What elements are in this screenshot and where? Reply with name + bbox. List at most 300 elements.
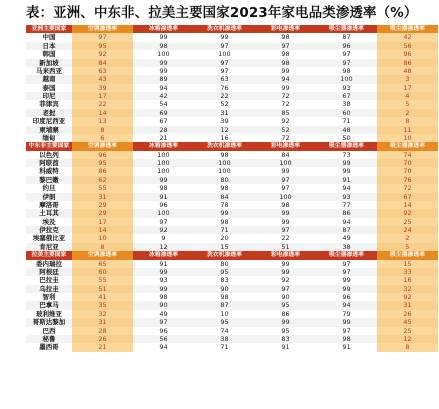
country-name: 伊朗 — [42, 192, 56, 201]
country-name: 中国 — [42, 33, 56, 42]
country-name: 日本 — [42, 41, 56, 50]
value-cell: 65 — [72, 260, 133, 268]
column-header: 洗衣机渗透率 — [207, 26, 242, 32]
value-cell: 97 — [342, 58, 351, 67]
value-cell: 8 — [72, 126, 133, 134]
table-row — [26, 209, 438, 217]
value-cell: 96 — [159, 326, 168, 335]
value-cell: 74 — [220, 326, 229, 335]
value-cell: 97 — [281, 284, 290, 293]
value-cell: 41 — [72, 293, 133, 301]
table-row — [26, 343, 438, 351]
value-cell: 73 — [342, 150, 351, 159]
value-cell: 31 — [220, 108, 229, 117]
value-cell: 92 — [159, 226, 168, 234]
table-row — [26, 285, 438, 293]
value-cell: 99 — [159, 58, 168, 67]
table-row — [26, 276, 438, 284]
country-name: 墨西哥 — [39, 343, 59, 352]
value-cell: 96 — [377, 50, 438, 58]
table-row — [26, 33, 438, 41]
value-cell: 10 — [72, 234, 133, 242]
value-cell: 95 — [72, 42, 133, 50]
country-name: 马来西亚 — [36, 66, 62, 75]
section-header-row — [26, 251, 438, 259]
value-cell: 92 — [377, 293, 438, 301]
value-cell: 71 — [220, 343, 229, 352]
value-cell: 22 — [281, 234, 290, 243]
value-cell: 8 — [377, 343, 438, 351]
value-cell: 100 — [157, 159, 170, 167]
value-cell: 8 — [377, 117, 438, 125]
value-cell: 94 — [342, 184, 351, 193]
value-cell: 24 — [377, 226, 438, 234]
column-header: 冰箱渗透率 — [149, 252, 178, 259]
value-cell: 97 — [281, 175, 290, 184]
value-cell: 28 — [159, 125, 168, 134]
column-header: 空调渗透率 — [72, 25, 133, 33]
value-cell: 89 — [159, 75, 168, 84]
value-cell: 98 — [220, 150, 229, 159]
value-cell: 54 — [159, 100, 168, 109]
value-cell: 98 — [159, 41, 168, 50]
value-cell: 32 — [377, 285, 438, 293]
country-name: 埃塞俄比亚 — [32, 234, 66, 243]
value-cell: 60 — [72, 268, 133, 276]
value-cell: 74 — [377, 151, 438, 159]
table-row — [26, 159, 438, 167]
country-name: 埃及 — [42, 217, 56, 226]
column-header: 吸尘器渗透率 — [377, 251, 438, 259]
value-cell: 84 — [220, 192, 229, 201]
table-row — [26, 151, 438, 159]
value-cell: 55 — [72, 276, 133, 284]
value-cell: 99 — [159, 175, 168, 184]
value-cell: 97 — [342, 267, 351, 276]
value-cell: 98 — [281, 33, 290, 42]
value-cell: 97 — [72, 33, 133, 41]
column-header: 吸尘器渗透率 — [329, 143, 364, 150]
section-title: 拉美主要国家 — [31, 252, 67, 259]
value-cell: 97 — [281, 41, 290, 50]
value-cell: 67 — [377, 193, 438, 201]
table-row — [26, 218, 438, 226]
value-cell: 87 — [342, 33, 351, 42]
value-cell: 14 — [377, 201, 438, 209]
value-cell: 99 — [281, 209, 290, 218]
column-header: 冰箱渗透率 — [149, 143, 178, 150]
table-row — [26, 167, 438, 175]
value-cell: 93 — [159, 276, 168, 285]
country-name: 以色列 — [39, 150, 59, 159]
value-cell: 22 — [72, 100, 133, 108]
value-cell: 100 — [218, 167, 231, 176]
country-name: 土耳其 — [39, 209, 59, 218]
value-cell: 99 — [220, 33, 229, 42]
value-cell: 62 — [72, 176, 133, 184]
table-row — [26, 134, 438, 142]
value-cell: 97 — [281, 226, 290, 234]
value-cell: 5 — [377, 100, 438, 108]
value-cell: 17 — [377, 84, 438, 92]
value-cell: 92 — [281, 276, 290, 285]
country-name: 乌拉圭 — [39, 284, 59, 293]
table-row — [26, 201, 438, 209]
value-cell: 14 — [72, 226, 133, 234]
value-cell: 100 — [279, 192, 292, 201]
section-header-row — [26, 142, 438, 150]
table-row — [26, 243, 438, 251]
value-cell: 84 — [281, 150, 290, 159]
value-cell: 38 — [342, 242, 351, 251]
value-cell: 17 — [72, 92, 133, 100]
value-cell: 98 — [342, 66, 351, 75]
value-cell: 48 — [377, 67, 438, 75]
value-cell: 99 — [281, 267, 290, 276]
value-cell: 70 — [377, 167, 438, 175]
value-cell: 56 — [377, 42, 438, 50]
value-cell: 80 — [220, 259, 229, 268]
value-cell: 43 — [72, 75, 133, 83]
value-cell: 52 — [281, 125, 290, 134]
value-cell: 98 — [281, 50, 290, 59]
value-cell: 63 — [220, 75, 229, 84]
country-name: 泰国 — [42, 83, 56, 92]
column-header: 彩电渗透率 — [271, 143, 300, 150]
value-cell: 91 — [342, 175, 351, 184]
value-cell: 95 — [220, 318, 229, 327]
table-row — [26, 293, 438, 301]
table-row — [26, 67, 438, 75]
value-cell: 14 — [72, 109, 133, 117]
country-name: 阿根廷 — [39, 267, 59, 276]
value-cell: 15 — [377, 260, 438, 268]
country-name: 约旦 — [42, 184, 56, 193]
value-cell: 91 — [281, 343, 290, 352]
country-name: 老挝 — [42, 108, 56, 117]
value-cell: 98 — [220, 293, 229, 301]
country-name: 玻利维亚 — [36, 309, 62, 318]
value-cell: 31 — [377, 301, 438, 309]
table-row — [26, 42, 438, 50]
value-cell: 99 — [159, 284, 168, 293]
value-cell: 50 — [342, 133, 351, 142]
value-cell: 84 — [72, 59, 133, 67]
value-cell: 91 — [159, 192, 168, 201]
value-cell: 92 — [377, 209, 438, 217]
value-cell: 76 — [377, 176, 438, 184]
table-row — [26, 126, 438, 134]
value-cell: 17 — [72, 218, 133, 226]
value-cell: 33 — [377, 268, 438, 276]
value-cell: 39 — [220, 117, 229, 126]
value-cell: 10 — [220, 309, 229, 318]
value-cell: 71 — [342, 117, 351, 126]
value-cell: 90 — [220, 284, 229, 293]
value-cell: 11 — [377, 126, 438, 134]
country-name: 新加坡 — [39, 58, 59, 67]
value-cell: 99 — [159, 33, 168, 42]
value-cell: 99 — [342, 159, 351, 167]
value-cell: 28 — [72, 327, 133, 335]
value-cell: 92 — [281, 117, 290, 126]
value-cell: 97 — [220, 66, 229, 75]
table-row — [26, 193, 438, 201]
value-cell: 9 — [161, 234, 166, 243]
value-cell: 99 — [220, 209, 229, 218]
value-cell: 72 — [281, 133, 290, 142]
table-row — [26, 109, 438, 117]
value-cell: 12 — [159, 242, 168, 251]
value-cell: 96 — [342, 293, 351, 301]
column-header: 洗衣机渗透率 — [207, 252, 242, 259]
penetration-table — [26, 25, 438, 352]
value-cell: 99 — [342, 276, 351, 285]
table-row — [26, 301, 438, 309]
value-cell: 99 — [281, 167, 290, 176]
value-cell: 35 — [72, 301, 133, 309]
value-cell: 67 — [159, 117, 168, 126]
value-cell: 80 — [220, 175, 229, 184]
value-cell: 98 — [159, 184, 168, 193]
value-cell: 99 — [281, 66, 290, 75]
value-cell: 86 — [377, 59, 438, 67]
table-row — [26, 310, 438, 318]
value-cell: 72 — [281, 92, 290, 100]
value-cell: 96 — [342, 41, 351, 50]
value-cell: 91 — [342, 343, 351, 352]
value-cell: 94 — [159, 343, 168, 352]
value-cell: 97 — [342, 326, 351, 335]
section-title: 中东非主要国家 — [28, 143, 70, 150]
value-cell: 91 — [159, 259, 168, 268]
country-name: 巴拿马 — [39, 301, 59, 310]
value-cell: 71 — [220, 226, 229, 234]
country-name: 阿联酋 — [39, 159, 59, 167]
table-row — [26, 92, 438, 100]
column-header: 吸尘器渗透率 — [377, 142, 438, 150]
value-cell: 92 — [72, 50, 133, 58]
table-row — [26, 59, 438, 67]
section-header-row — [26, 25, 438, 33]
value-cell: 85 — [281, 108, 290, 117]
table-row — [26, 75, 438, 83]
value-cell: 55 — [72, 184, 133, 192]
table-row — [26, 260, 438, 268]
value-cell: 83 — [220, 276, 229, 285]
value-cell: 72 — [281, 100, 290, 109]
value-cell: 69 — [159, 108, 168, 117]
value-cell: 95 — [281, 301, 290, 310]
value-cell: 16 — [220, 133, 229, 142]
value-cell: 95 — [220, 267, 229, 276]
value-cell: 42 — [159, 92, 168, 100]
value-cell: 48 — [342, 125, 351, 134]
country-name: 巴拉圭 — [39, 276, 59, 285]
country-name: 黎巴嫩 — [39, 175, 59, 184]
value-cell: 8 — [72, 243, 133, 251]
value-cell: 95 — [72, 159, 133, 167]
value-cell: 20 — [220, 234, 229, 243]
value-cell: 87 — [342, 226, 351, 234]
value-cell: 12 — [377, 335, 438, 343]
column-header: 彩电渗透率 — [271, 252, 300, 259]
value-cell: 96 — [72, 151, 133, 159]
value-cell: 76 — [220, 83, 229, 92]
value-cell: 51 — [281, 242, 290, 251]
country-name: 秘鲁 — [42, 334, 56, 343]
country-name: 摩洛哥 — [39, 200, 59, 209]
value-cell: 45 — [377, 318, 438, 326]
value-cell: 15 — [220, 242, 229, 251]
value-cell: 94 — [159, 83, 168, 92]
value-cell: 94 — [281, 75, 290, 84]
table-row — [26, 100, 438, 108]
value-cell: 100 — [218, 159, 231, 167]
country-name: 柬埔寨 — [39, 125, 59, 134]
value-cell: 26 — [377, 310, 438, 318]
value-cell: 97 — [159, 217, 168, 226]
table-row — [26, 184, 438, 192]
value-cell: 98 — [281, 200, 290, 209]
table-row — [26, 335, 438, 343]
value-cell: 51 — [72, 285, 133, 293]
value-cell: 63 — [72, 67, 133, 75]
column-header: 彩电渗透率 — [271, 26, 300, 32]
value-cell: 90 — [281, 293, 290, 301]
value-cell: 42 — [377, 33, 438, 41]
value-cell: 72 — [377, 184, 438, 192]
column-header: 吸尘器渗透率 — [329, 252, 364, 259]
table-row — [26, 234, 438, 242]
value-cell: 93 — [342, 83, 351, 92]
value-cell: 3 — [377, 75, 438, 83]
table-row — [26, 268, 438, 276]
table-row — [26, 84, 438, 92]
value-cell: 100 — [157, 209, 170, 218]
value-cell: 94 — [342, 301, 351, 310]
value-cell: 29 — [72, 209, 133, 217]
value-cell: 99 — [342, 167, 351, 176]
value-cell: 31 — [72, 318, 133, 326]
value-cell: 99 — [159, 267, 168, 276]
value-cell: 49 — [159, 309, 168, 318]
value-cell: 93 — [342, 192, 351, 201]
table-row — [26, 50, 438, 58]
value-cell: 6 — [72, 134, 133, 142]
value-cell: 12 — [220, 125, 229, 134]
value-cell: 29 — [72, 201, 133, 209]
value-cell: 95 — [281, 326, 290, 335]
column-header: 冰箱渗透率 — [149, 26, 178, 32]
value-cell: 31 — [72, 193, 133, 201]
value-cell: 99 — [281, 259, 290, 268]
value-cell: 100 — [218, 50, 231, 59]
value-cell: 86 — [342, 209, 351, 218]
country-name: 委内瑞拉 — [36, 259, 62, 268]
column-header: 空调渗透率 — [72, 251, 133, 259]
value-cell: 87 — [220, 301, 229, 310]
table-row — [26, 226, 438, 234]
value-cell: 99 — [281, 217, 290, 226]
value-cell: 100 — [157, 167, 170, 176]
value-cell: 13 — [72, 117, 133, 125]
section-title: 亚洲主要国家 — [31, 26, 67, 32]
value-cell: 39 — [72, 84, 133, 92]
value-cell: 21 — [72, 343, 133, 351]
country-name: 巴西 — [42, 326, 56, 335]
value-cell: 21 — [159, 133, 168, 142]
value-cell: 98 — [342, 334, 351, 343]
page-title: 表：亚洲、中东非、拉美主要国家2023年家电品类渗透率（%） — [26, 6, 418, 21]
value-cell: 5 — [377, 243, 438, 251]
value-cell: 90 — [159, 301, 168, 310]
value-cell: 4 — [377, 92, 438, 100]
value-cell: 99 — [281, 318, 290, 327]
value-cell: 100 — [340, 75, 353, 84]
column-header: 吸尘器渗透率 — [329, 26, 364, 32]
country-name: 印度尼西亚 — [32, 117, 66, 126]
value-cell: 52 — [220, 100, 229, 109]
value-cell: 100 — [157, 150, 170, 159]
country-name: 智利 — [42, 293, 56, 301]
table-row — [26, 176, 438, 184]
country-name: 越南 — [42, 75, 56, 84]
value-cell: 99 — [342, 318, 351, 327]
country-name: 伊拉克 — [39, 226, 59, 234]
value-cell: 86 — [281, 309, 290, 318]
value-cell: 56 — [159, 334, 168, 343]
value-cell: 97 — [281, 184, 290, 193]
value-cell: 100 — [157, 50, 170, 59]
value-cell: 97 — [342, 50, 351, 59]
value-cell: 32 — [72, 310, 133, 318]
value-cell: 83 — [281, 334, 290, 343]
country-name: 肯尼亚 — [39, 242, 59, 251]
value-cell: 77 — [342, 200, 351, 209]
value-cell: 38 — [220, 334, 229, 343]
value-cell: 25 — [377, 327, 438, 335]
value-cell: 79 — [342, 309, 351, 318]
value-cell: 86 — [72, 167, 133, 175]
value-cell: 25 — [377, 218, 438, 226]
value-cell: 99 — [159, 66, 168, 75]
value-cell: 2 — [377, 109, 438, 117]
value-cell: 60 — [342, 108, 351, 117]
country-name: 韩国 — [42, 50, 56, 59]
value-cell: 97 — [159, 318, 168, 327]
value-cell: 78 — [220, 200, 229, 209]
country-name: 菲律宾 — [39, 100, 59, 109]
value-cell: 98 — [220, 217, 229, 226]
column-header: 空调渗透率 — [72, 142, 133, 150]
value-cell: 99 — [281, 83, 290, 92]
value-cell: 70 — [377, 159, 438, 167]
value-cell: 26 — [72, 335, 133, 343]
value-cell: 97 — [220, 58, 229, 67]
value-cell: 67 — [342, 92, 351, 100]
column-header: 吸尘器渗透率 — [377, 25, 438, 33]
value-cell: 94 — [342, 217, 351, 226]
column-header: 洗衣机渗透率 — [207, 143, 242, 150]
value-cell: 22 — [220, 92, 229, 100]
country-name: 哥斯达黎加 — [32, 318, 66, 327]
table-row — [26, 318, 438, 326]
value-cell: 97 — [220, 41, 229, 50]
value-cell: 98 — [281, 58, 290, 67]
value-cell: 2 — [377, 234, 438, 242]
country-name: 科威特 — [39, 167, 59, 176]
